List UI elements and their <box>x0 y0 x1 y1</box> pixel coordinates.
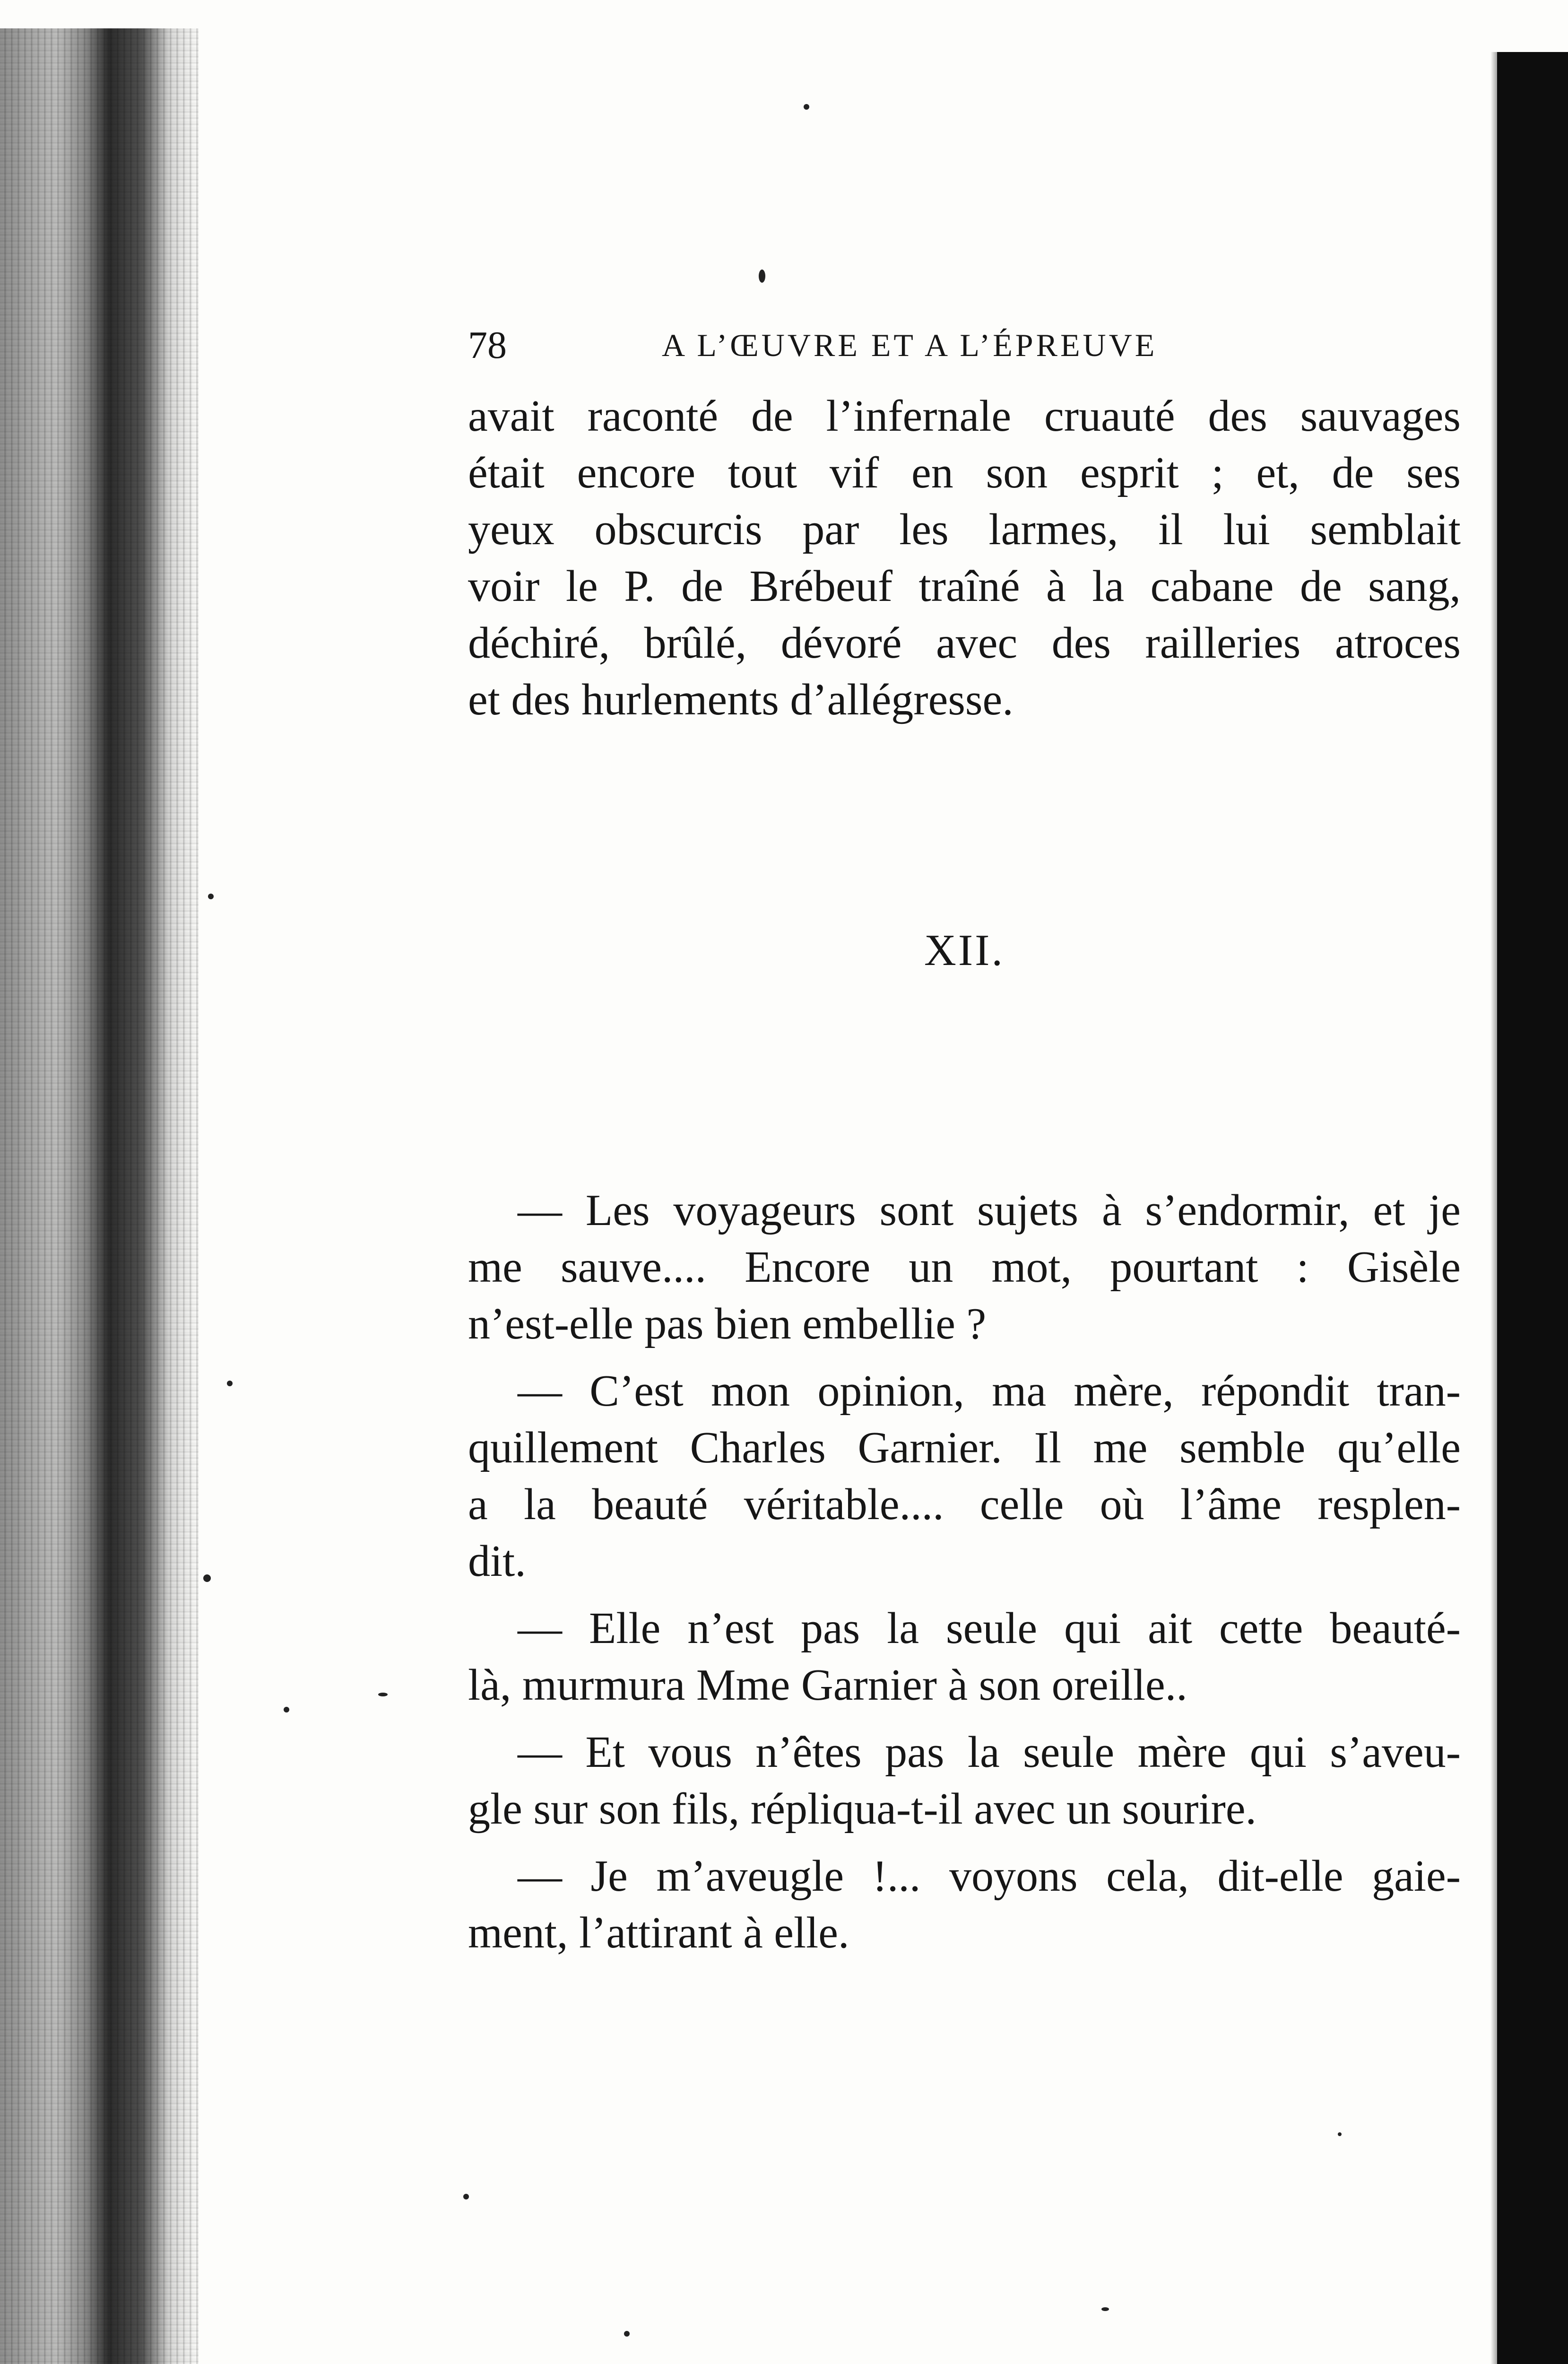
paragraph-line: — Et vous n’êtes pas la seule mère qui s’aveu- <box>518 1728 1461 1777</box>
paragraph-line: quillement Charles Garnier. Il me semble qu’elle <box>468 1423 1461 1472</box>
scan-binding-right <box>1497 52 1568 2364</box>
paragraph-line: a la beauté véritable.... celle où l’âme resplen- <box>468 1480 1461 1529</box>
scan-speck <box>1338 2132 1342 2136</box>
scan-speck <box>759 269 765 283</box>
text-block <box>468 317 1461 1961</box>
scan-speck <box>208 894 214 899</box>
paragraph-line: et des hurlements d’allégresse. <box>468 675 1014 724</box>
scan-binding-shadow <box>1490 52 1497 2364</box>
opening-paragraph <box>468 388 1461 728</box>
dialogue-paragraph <box>468 1848 1461 1961</box>
running-title: A L’ŒUVRE ET A L’ÉPREUVE <box>662 327 1158 363</box>
scan-speck <box>227 1381 233 1386</box>
dialogue-paragraph <box>468 1182 1461 1352</box>
page-number: 78 <box>468 323 507 366</box>
paragraph-line: — Elle n’est pas la seule qui ait cette beauté- <box>518 1604 1461 1653</box>
paragraph-line: dit. <box>468 1537 526 1586</box>
dialogue-paragraph <box>468 1724 1461 1837</box>
dialogue-paragraph <box>468 1600 1461 1713</box>
paragraph-line: voir le P. de Brébeuf traîné à la cabane de sang, <box>468 562 1461 611</box>
paragraph-line: ment, l’attirant à elle. <box>468 1908 849 1957</box>
dialogue-paragraph <box>468 1363 1461 1590</box>
scan-speck <box>463 2194 469 2199</box>
paragraph-line: était encore tout vif en son esprit ; et, de ses <box>468 448 1461 497</box>
paragraph-line: là, murmura Mme Garnier à son oreille.. <box>468 1660 1187 1710</box>
scan-speck <box>378 1693 388 1696</box>
paragraph-line: — C’est mon opinion, ma mère, répondit tran- <box>518 1366 1461 1416</box>
chapter-heading: XII. <box>924 926 1005 975</box>
scan-speck <box>1101 2307 1109 2311</box>
paragraph-line: déchiré, brûlé, dévoré avec des railleries atroces <box>468 618 1461 668</box>
scan-speck <box>203 1574 211 1582</box>
scan-speck <box>804 104 809 110</box>
scan-gutter-left <box>0 28 199 2364</box>
paragraph-line: me sauve.... Encore un mot, pourtant : Gisèle <box>468 1243 1461 1292</box>
paragraph-line: n’est-elle pas bien embellie ? <box>468 1299 987 1348</box>
running-head <box>468 317 1461 374</box>
paragraph-line: avait raconté de l’infernale cruauté des sauvages <box>468 391 1461 441</box>
paragraph-line: — Je m’aveugle !... voyons cela, dit-elle gaie- <box>518 1851 1461 1901</box>
scan-speck <box>284 1707 289 1712</box>
paragraph-line: — Les voyageurs sont sujets à s’endormir, et je <box>518 1186 1461 1235</box>
paragraph-line: yeux obscurcis par les larmes, il lui semblait <box>468 505 1461 554</box>
scan-speck <box>624 2331 630 2337</box>
paragraph-line: gle sur son fils, répliqua-t-il avec un sourire. <box>468 1784 1257 1834</box>
